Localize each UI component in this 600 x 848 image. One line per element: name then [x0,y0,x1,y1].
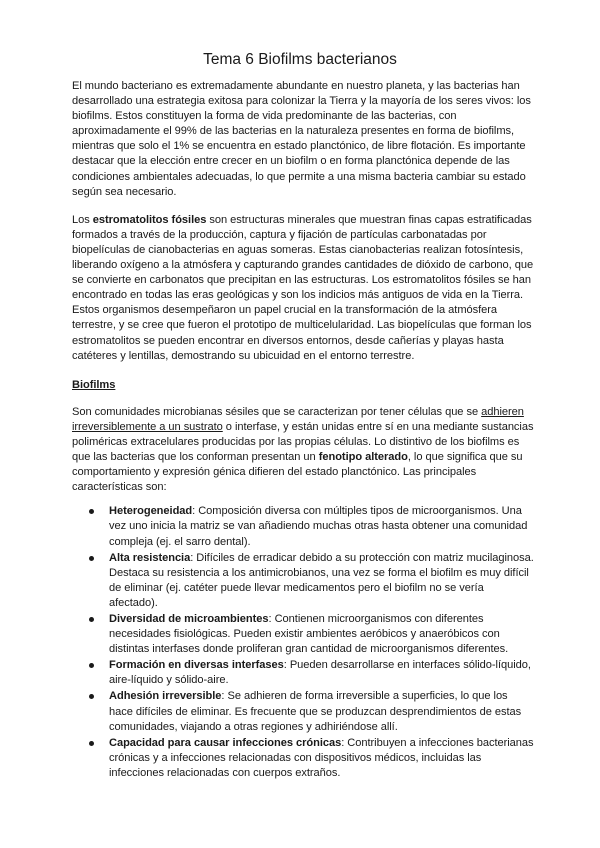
list-item [72,658,534,688]
list-item-text: : Difíciles de erradicar debido a su protección con matriz mucilaginosa. Destaca su resistencia a los antimicrobianos, una vez se forma el biofilm es muy difícil de eliminar (ej. catéter puede llevar medicamentos pero el biofilm no se vería afectado). [109,551,534,609]
list-item [72,736,534,781]
stromatolites-text: son estructuras minerales que muestran finas capas estratificadas formados a través de la producción, captura y fijación de partículas carbonatadas por biopelículas de cianobacterias en aguas someras. Estas cianobacterias realizan fotosíntesis, liberando oxígeno a la atmósfera y capturando grandes cantidades de dióxido de carbono, que se convierte en carbonatos que precipitan en las estructuras. Los estromatolitos fósiles se han encontrado en todas las eras geológicas y son los indicios más antiguos de vida en la Tierra. Estos organismos desempeñaron un papel crucial en la transformación de la atmósfera terrestre, y se cree que fueron el prototipo de multicelularidad. Las biopelículas que forman los estromatolitos se pueden encontrar en diversos entornos, desde cañerías y playas hasta catéteres y lentillas, demostrando su ubicuidad en el entorno terrestre. [72,213,534,362]
list-item-text: : Composición diversa con múltiples tipos de microorganismos. Una vez uno inicia la matriz se van añadiendo muchas otras hasta obtener una comunidad compleja (ej. el sarro dental). [109,505,528,548]
list-item-text: : Contienen microorganismos con diferentes necesidades fisiológicas. Pueden existir ambientes aeróbicos y anaeróbicos con distintas interfases donde proliferan gran cantidad de microorganismos diferentes. [109,613,509,656]
list-item [72,689,534,734]
biofilms-underlined-phrase: adhieren irreversiblemente a un sustrato [72,405,524,433]
intro-paragraph: El mundo bacteriano es extremadamente abundante en nuestro planeta, y las bacterias han desarrollado una estrategia exitosa para colonizar la Tierra y la mayoría de los seres vivos: los biofilms. Estos constituyen la forma de vida predominante de las bacterias, con aproximadamente el 99% de las bacterias en la naturaleza presentes en forma de biofilms, mientras que solo el 1% se encuentra en estado planctónico, de libre flotación. Es importante destacar que la elección entre crecer en un biofilm o en forma planctónica depende de las condiciones ambientales adecuadas, lo que permite a una misma bacteria cambiar su estado según sea necesario. [72,80,531,198]
list-item-term: Capacidad para causar infecciones crónicas [109,736,342,749]
list-item [72,551,534,611]
section-heading-biofilms: Biofilms [72,378,116,391]
biofilms-bold-term: fenotipo alterado [318,451,408,464]
list-item-term: Heterogeneidad [109,505,193,518]
bullet-icon [89,741,94,746]
list-item-term: Adhesión irreversible [109,690,222,703]
list-item [72,612,534,657]
bullet-icon [89,663,94,668]
list-item-text: : Se adhieren de forma irreversible a superficies, lo que los hace difíciles de eliminar. Es frecuente que se produzcan desprendimientos de estas comunidades, viajando a otras regiones y adhiriéndose allí. [109,690,522,733]
bullet-icon [89,509,94,514]
list-item-term: Formación en diversas interfases [109,659,284,672]
list-item [72,504,534,549]
stromatolites-paragraph [72,213,534,364]
stromatolites-pre: Los [72,213,93,226]
biofilms-paragraph [72,405,534,496]
document-title: Tema 6 Biofilms bacterianos [203,51,397,68]
bullet-icon [89,694,94,699]
biofilms-text-2: o interfase, y están unidas entre sí en una mediante sustancias poliméricas extracelulares producidas por las propias células. Lo distintivo de los biofilms es que las bacterias que los conforman presentan un [72,420,534,464]
list-item-text: : Pueden desarrollarse en interfaces sólido-líquido, aire-líquido y sólido-aire. [109,659,531,687]
bullet-icon [89,617,94,622]
biofilms-text-3: , lo que significa que su comportamiento y expresión génica difieren del estado planctónico. Las principales características son: [72,451,523,494]
list-item-term: Alta resistencia [109,551,191,564]
bullet-icon [89,556,94,561]
biofilms-text-1: Son comunidades microbianas sésiles que se caracterizan por tener células que se [72,405,482,418]
document-body [72,79,534,782]
characteristics-list [72,504,534,781]
list-item-text: : Contribuyen a infecciones bacterianas crónicas y a infecciones relacionadas con dispositivos médicos, incluidas las infecciones relacionadas con cuerpos extraños. [109,736,534,779]
stromatolites-term: estromatolitos fósiles [92,213,207,226]
list-item-term: Diversidad de microambientes [109,613,269,625]
